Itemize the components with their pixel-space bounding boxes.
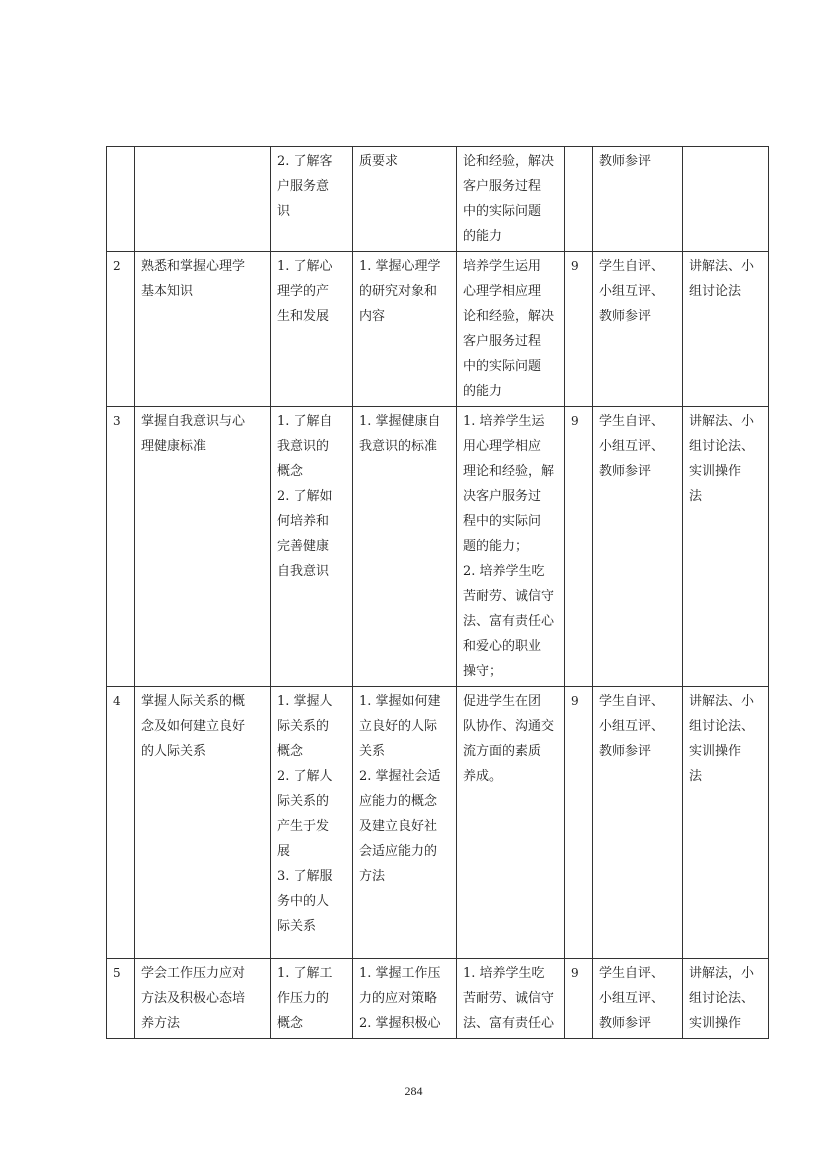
quality-cell: 1. 培养学生吃 苦耐劳、诚信守 法、富有责任心 [457,959,565,1039]
course-table [106,146,769,1039]
topic-cell: 学会工作压力应对 方法及积极心态培 养方法 [135,959,271,1039]
hours-cell: 9 [565,959,593,1039]
assessment-cell: 教师参评 [593,147,683,252]
topic-cell: 熟悉和掌握心理学 基本知识 [135,252,271,407]
quality-cell: 培养学生运用 心理学相应理 论和经验，解决 客户服务过程 中的实际问题 的能力 [457,252,565,407]
hours-cell: 9 [565,252,593,407]
assessment-cell: 学生自评、 小组互评、 教师参评 [593,252,683,407]
topic-cell [135,147,271,252]
table-row [107,687,769,959]
ability-cell: 1. 掌握健康自 我意识的标准 [353,407,457,687]
table-row [107,407,769,687]
knowledge-cell: 1. 了解心 理学的产 生和发展 [271,252,353,407]
ability-cell: 质要求 [353,147,457,252]
ability-cell: 1. 掌握工作压 力的应对策略 2. 掌握积极心 [353,959,457,1039]
method-cell: 讲解法、小 组讨论法 [683,252,769,407]
table-row [107,959,769,1039]
row-number: 4 [107,687,135,959]
quality-cell: 论和经验，解决 客户服务过程 中的实际问题 的能力 [457,147,565,252]
row-number [107,147,135,252]
knowledge-cell: 1. 了解自 我意识的 概念 2. 了解如 何培养和 完善健康 自我意识 [271,407,353,687]
hours-cell [565,147,593,252]
method-cell [683,147,769,252]
knowledge-cell: 1. 掌握人 际关系的 概念 2. 了解人 际关系的 产生于发 展 3. 了解服 务中的人 际关系 [271,687,353,959]
method-cell: 讲解法，小 组讨论法、 实训操作 [683,959,769,1039]
topic-cell: 掌握人际关系的概 念及如何建立良好 的人际关系 [135,687,271,959]
method-cell: 讲解法、小 组讨论法、 实训操作 法 [683,687,769,959]
knowledge-cell: 1. 了解工 作压力的 概念 [271,959,353,1039]
page-number: 284 [404,1084,423,1098]
table-row [107,147,769,252]
knowledge-cell: 2. 了解客 户服务意 识 [271,147,353,252]
table-row [107,252,769,407]
hours-cell: 9 [565,687,593,959]
ability-cell: 1. 掌握心理学 的研究对象和 内容 [353,252,457,407]
hours-cell: 9 [565,407,593,687]
topic-cell: 掌握自我意识与心 理健康标准 [135,407,271,687]
method-cell: 讲解法、小 组讨论法、 实训操作 法 [683,407,769,687]
row-number: 2 [107,252,135,407]
assessment-cell: 学生自评、 小组互评、 教师参评 [593,407,683,687]
quality-cell: 1. 培养学生运 用心理学相应 理论和经验，解 决客户服务过 程中的实际问 题的能力； 2. 培养学生吃 苦耐劳、诚信守 法、富有责任心 和爱心的职业 操守； [457,407,565,687]
assessment-cell: 学生自评、 小组互评、 教师参评 [593,959,683,1039]
quality-cell: 促进学生在团 队协作、沟通交 流方面的素质 养成。 [457,687,565,959]
assessment-cell: 学生自评、 小组互评、 教师参评 [593,687,683,959]
row-number: 5 [107,959,135,1039]
row-number: 3 [107,407,135,687]
ability-cell: 1. 掌握如何建 立良好的人际 关系 2. 掌握社会适 应能力的概念 及建立良好社 会适应能力的 方法 [353,687,457,959]
